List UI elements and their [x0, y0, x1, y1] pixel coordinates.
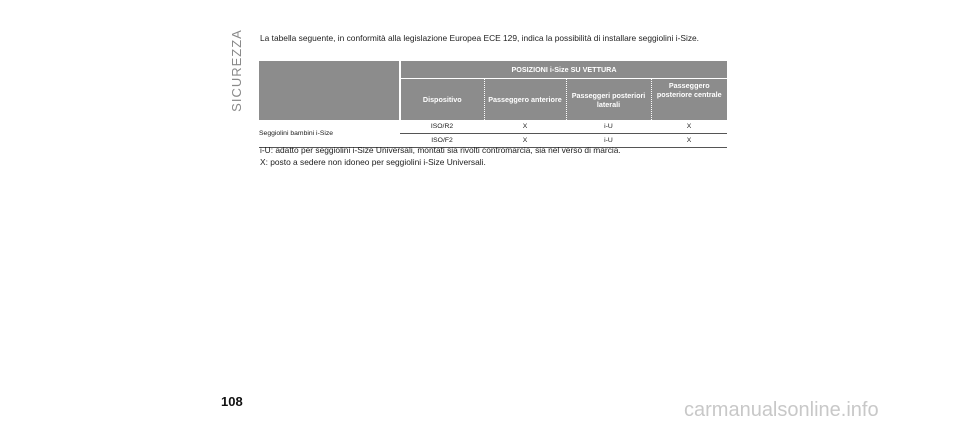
table-cell: ISO/R2: [400, 120, 484, 134]
note-iu: i-U: adatto per seggiolini i-Size Universali, montati sia rivolti contromarcia, sia nel verso di marcia.: [260, 145, 621, 155]
table-cell: X: [651, 120, 727, 134]
column-header: Passeggero posteriore centrale: [651, 79, 727, 121]
intro-text: La tabella seguente, in conformità alla legislazione Europea ECE 129, indica la possibilità di installare seggiolini i-Size.: [260, 33, 700, 43]
table-header-blank: [259, 61, 400, 120]
section-tab: [228, 30, 244, 110]
watermark: carmanualsonline.info: [684, 399, 879, 421]
column-header: Dispositivo: [400, 79, 484, 121]
table-cell: X: [484, 120, 566, 134]
table-row: [259, 120, 727, 134]
row-label: Seggiolini bambini i-Size: [259, 120, 400, 148]
table-cell: i-U: [566, 134, 651, 148]
table-group-header: POSIZIONI i-Size SU VETTURA: [400, 61, 727, 79]
table-cell: X: [651, 134, 727, 148]
isize-table: [259, 61, 727, 148]
page-number: 108: [221, 394, 243, 409]
column-header: Passeggero anteriore: [484, 79, 566, 121]
note-x: X: posto a sedere non idoneo per seggiolini i-Size Universali.: [260, 157, 486, 167]
section-tab-label: SICUREZZA: [228, 28, 244, 112]
table-cell: ISO/F2: [400, 134, 484, 148]
column-header: Passeggeri posteriori laterali: [566, 79, 651, 121]
table-cell: X: [484, 134, 566, 148]
table-cell: i-U: [566, 120, 651, 134]
table-notes: [260, 144, 730, 168]
